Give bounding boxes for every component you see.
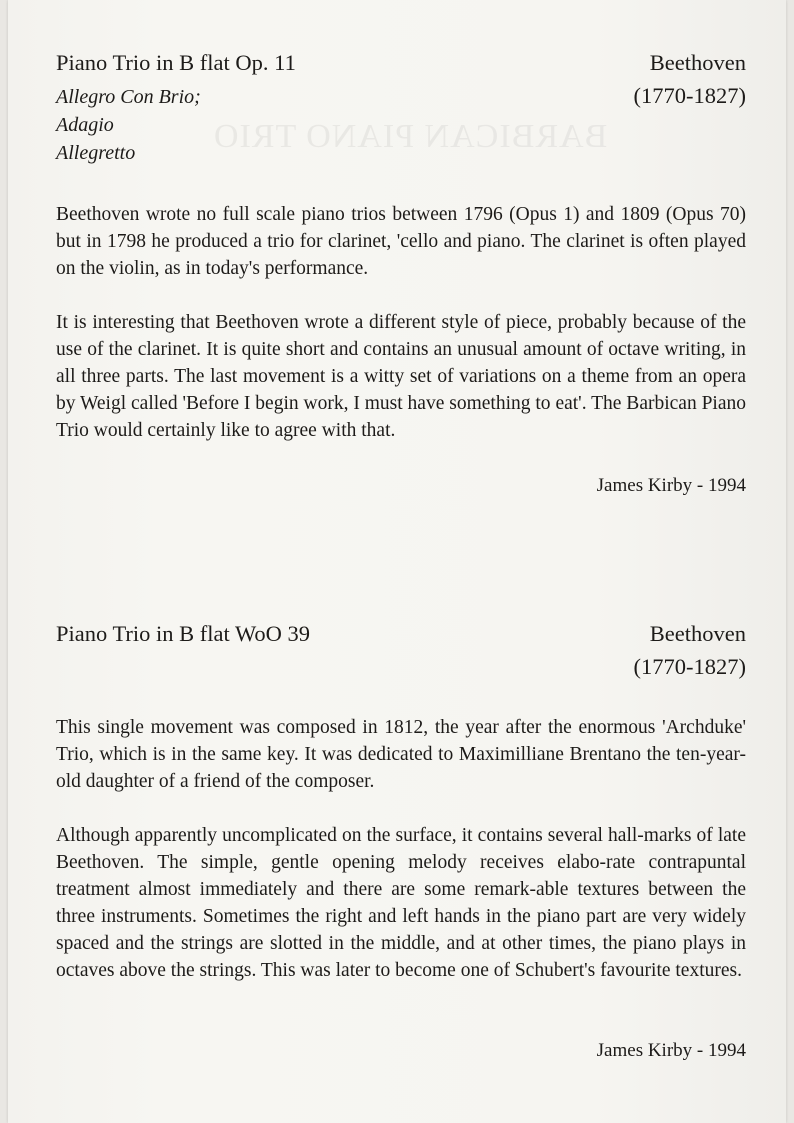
piece-header	[56, 621, 746, 651]
paragraph-1: This single movement was composed in 1812, the year after the enormous 'Archduke' Trio, which is in the same key. It was dedicated to Maximilliane Brentano the ten-year-old daughter of a friend of the composer.	[56, 717, 746, 792]
composer-dates: (1770-1827)	[633, 654, 746, 679]
piece-title: Piano Trio in B flat WoO 39	[56, 621, 311, 646]
piece-title: Piano Trio in B flat Op. 11	[56, 50, 296, 75]
movement-3: Allegretto	[56, 142, 136, 164]
piece-woo39	[56, 621, 746, 1061]
paragraph-2: Although apparently uncomplicated on the surface, it contains several hall-marks of late Beethoven. The simple, gentle opening melody receives elabo-rate contrapuntal treatment almost immediately and there are some remark-able textures between the three instruments. Sometimes the right and left hands in the piano part are very widely spaced and the strings are slotted in the middle, and at other times, the piano plays in octaves above the strings. This was later to become one of Schubert's favourite textures.	[56, 825, 746, 981]
author-signature: James Kirby - 1994	[596, 475, 746, 496]
composer-dates: (1770-1827)	[633, 83, 746, 108]
piece-header	[56, 50, 746, 80]
paragraph-2: It is interesting that Beethoven wrote a different style of piece, probably because of the use of the clarinet. It is quite short and contains an unusual amount of octave writing, in all three parts. The last movement is a witty set of variations on a theme from an opera by Weigl called 'Before I begin work, I must have something to eat'. The Barbican Piano Trio would certainly like to agree with that.	[56, 312, 746, 441]
composer-name: Beethoven	[649, 50, 746, 75]
piece-op11	[56, 50, 746, 496]
movement-2: Adagio	[56, 114, 114, 136]
movement-1: Allegro Con Brio;	[56, 86, 201, 108]
show-through-text: BARBICAN PIANO TRIO	[213, 118, 608, 155]
paragraph-1: Beethoven wrote no full scale piano trios between 1796 (Opus 1) and 1809 (Opus 70) but in 1798 he produced a trio for clarinet, 'cello and piano. The clarinet is often played on the violin, as in today's performance.	[56, 204, 746, 279]
composer-name: Beethoven	[649, 621, 746, 646]
programme-page	[8, 0, 786, 1123]
author-signature: James Kirby - 1994	[596, 1040, 746, 1061]
